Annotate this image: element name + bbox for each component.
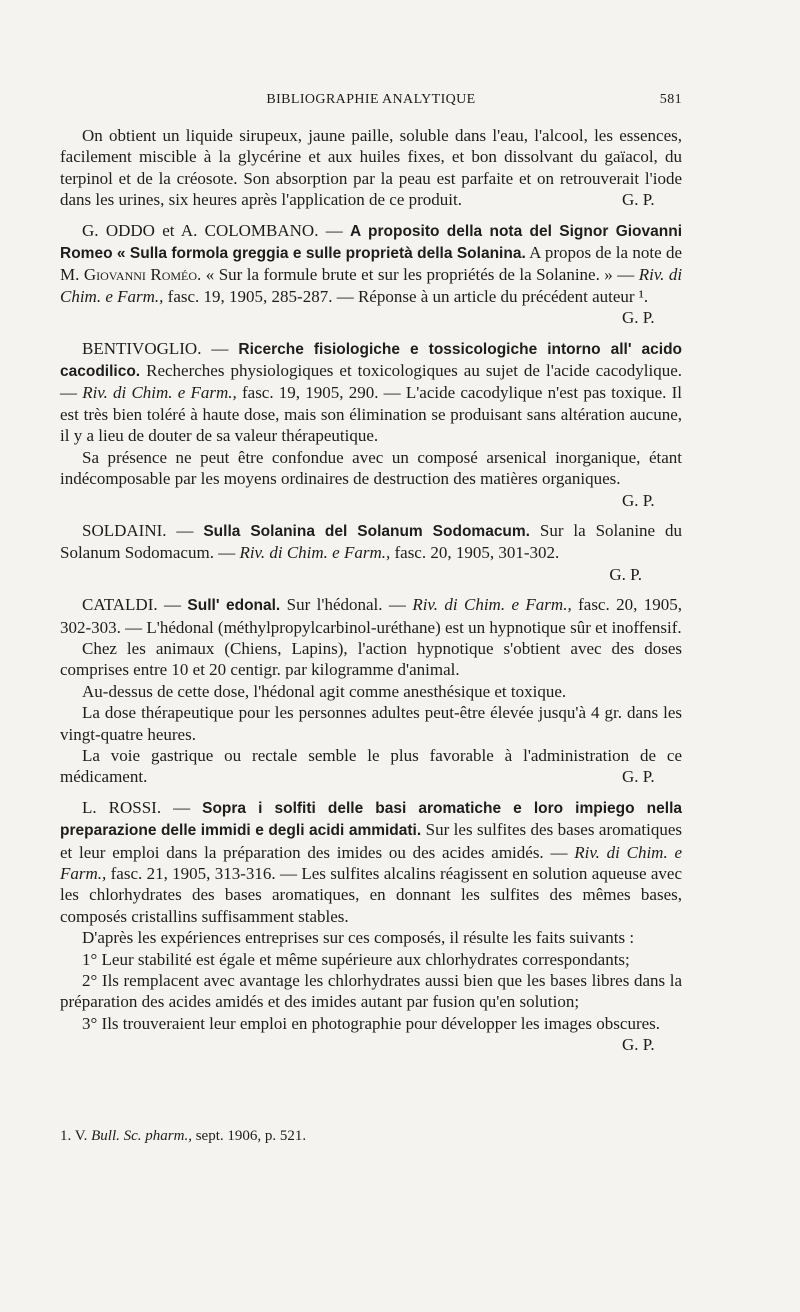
signature: G. P. bbox=[622, 190, 655, 210]
entry-title: A proposito della nota del Signor Giovanni Romeo « Sulla formola greggia e sulle proprietà della Solanina. bbox=[60, 222, 683, 263]
entry-authors: G. ODDO et A. COLOMBANO. — bbox=[82, 220, 343, 240]
entry-journal: Riv. di Chim. e Farm., bbox=[412, 595, 572, 615]
paragraph bbox=[60, 1013, 682, 1055]
entry-text: Sur l'hédonal. — bbox=[286, 595, 406, 615]
entry-title: Ricerche fisiologiche e tossicologiche intorno all' acido cacodilico. bbox=[60, 340, 683, 381]
footnote-journal: Bull. Sc. pharm., bbox=[91, 1128, 192, 1144]
page-number: 581 bbox=[659, 92, 682, 107]
entry-journal: Riv. di Chim. e Farm., bbox=[239, 543, 391, 563]
paragraph: La dose thérapeutique pour les personnes adultes peut-être élevée jusqu'à 4 gr. dans les vingt-quatre heures. bbox=[60, 703, 682, 744]
entry-text: Sur les sulfites des bases aromatiques et leur emploi dans la préparation des imides ou des acides amidés. — bbox=[60, 820, 682, 862]
paragraph: 1° Leur stabilité est égale et même supérieure aux chlorhydrates correspondants; bbox=[82, 949, 630, 969]
paragraph-text: On obtient un liquide sirupeux, jaune paille, soluble dans l'eau, l'alcool, les essences, facilement miscible à la glycérine et aux huiles fixes, et bon dissolvant du gaïacol, du terpinol et de la créosote. Son absorption par la peau est parfaite et on retrouverait l'iode dans les urines, six heures après l'application de ce produit. bbox=[60, 126, 682, 210]
paragraph: Chez les animaux (Chiens, Lapins), l'action hypnotique s'obtient avec des doses comprises entre 10 et 20 centigr. par kilogramme d'animal. bbox=[60, 638, 682, 680]
entry-text: Sa présence ne peut être confondue avec un composé arsenical inorganique, étant indécomposable par les moyens ordinaires de destruction des matières organiques. bbox=[60, 447, 682, 489]
entry-oddo-colombano bbox=[60, 220, 682, 329]
paragraph: Au-dessus de cette dose, l'hédonal agit comme anesthésique et toxique. bbox=[82, 681, 567, 701]
running-title: BIBLIOGRAPHIE ANALYTIQUE bbox=[266, 92, 476, 107]
main-content bbox=[60, 125, 682, 1065]
signature: G. P. bbox=[622, 490, 655, 510]
signature: G. P. bbox=[622, 308, 655, 328]
entry-text: fasc. 20, 1905, 302-303. — L'hédonal (méthylpropylcarbinol-uréthane) est un hypnotique sûr et inoffensif. bbox=[60, 595, 683, 637]
entry-journal: Riv. di Chim. e Farm., bbox=[60, 842, 683, 883]
entry-text: La voie gastrique ou rectale semble le plus favorable à l'administration de ce médicament. bbox=[60, 745, 682, 787]
entry-title: Sulla Solanina del Solanum Sodomacum. bbox=[203, 522, 530, 540]
entry-authors: L. ROSSI. — bbox=[82, 797, 191, 817]
paragraph bbox=[60, 797, 682, 927]
entry-authors: CATALDI. — bbox=[82, 595, 182, 615]
footnote-text: 1. V. bbox=[60, 1128, 88, 1144]
entry-title: Sull' edonal. bbox=[187, 597, 281, 615]
signature: G. P. bbox=[622, 767, 655, 787]
entry-iodine-continuation bbox=[60, 125, 682, 211]
entry-soldaini bbox=[60, 520, 682, 585]
entry-text: fasc. 19, 1905, 290. — L'acide cacodylique n'est pas toxique. Il est très bien toléré à haute dose, mais son élimination se produisant sans altération aucune, il y a lieu de douter de sa valeur thérapeutique. bbox=[60, 383, 683, 446]
paragraph: 2° Ils remplacent avec avantage les chlorhydrates aussi bien que les bases libres dans la préparation des acides amidés et des imides autant par fusion qu'en solution; bbox=[60, 971, 682, 1012]
paragraph bbox=[60, 125, 682, 211]
paragraph bbox=[60, 745, 682, 788]
entry-title: Sopra i solfiti delle basi aromatiche e loro impiego nella preparazione delle immidi e degli acidi ammidati. bbox=[60, 799, 682, 840]
paragraph bbox=[60, 594, 682, 638]
entry-text: Sur la Solanine du Solanum Sodomacum. — bbox=[60, 520, 682, 563]
paragraph bbox=[60, 338, 682, 447]
entry-text: fasc. 21, 1905, 313-316. — Les sulfites alcalins réagissent en solution aqueuse avec les chlorhydrates des bases aromatiques, en donnant les sulfites des mêmes bases, composés cristallins suffisamment stables. bbox=[60, 864, 683, 926]
paragraph bbox=[60, 447, 682, 510]
entry-text: fasc. 20, 1905, 301-302. bbox=[394, 543, 560, 563]
signature: G. P. bbox=[609, 564, 642, 584]
entry-cataldi bbox=[60, 594, 682, 788]
footnote bbox=[60, 1128, 306, 1145]
entry-authors: SOLDAINI. — bbox=[82, 520, 194, 540]
paragraph: D'après les expériences entreprises sur ces composés, il résulte les faits suivants : bbox=[82, 928, 635, 948]
entry-text: Recherches physiologiques et toxicologiques au sujet de l'acide cacodylique. — bbox=[60, 361, 682, 403]
entry-bentivoglio bbox=[60, 338, 682, 511]
entry-authors: BENTIVOGLIO. — bbox=[82, 338, 229, 358]
page-header bbox=[60, 92, 682, 114]
entry-journal: Riv. di Chim. e Farm., bbox=[60, 265, 683, 306]
signature: G. P. bbox=[622, 1035, 655, 1055]
entry-text: 3° Ils trouveraient leur emploi en photographie pour développer les images obscures. bbox=[82, 1013, 661, 1033]
paragraph bbox=[60, 220, 683, 328]
footnote-text: sept. 1906, p. 521. bbox=[195, 1128, 307, 1144]
paragraph bbox=[60, 520, 682, 585]
entry-text: « Sur la formule brute et sur les propriétés de la Solanine. » — bbox=[205, 265, 635, 285]
entry-text: fasc. 19, 1905, 285-287. — Réponse à un article du précédent auteur ¹. bbox=[167, 286, 649, 306]
entry-text: A propos de la note de M. bbox=[60, 243, 683, 285]
entry-person-name: Giovanni Roméo. bbox=[83, 265, 202, 285]
entry-journal: Riv. di Chim. e Farm., bbox=[82, 383, 237, 403]
entry-rossi bbox=[60, 797, 682, 1056]
